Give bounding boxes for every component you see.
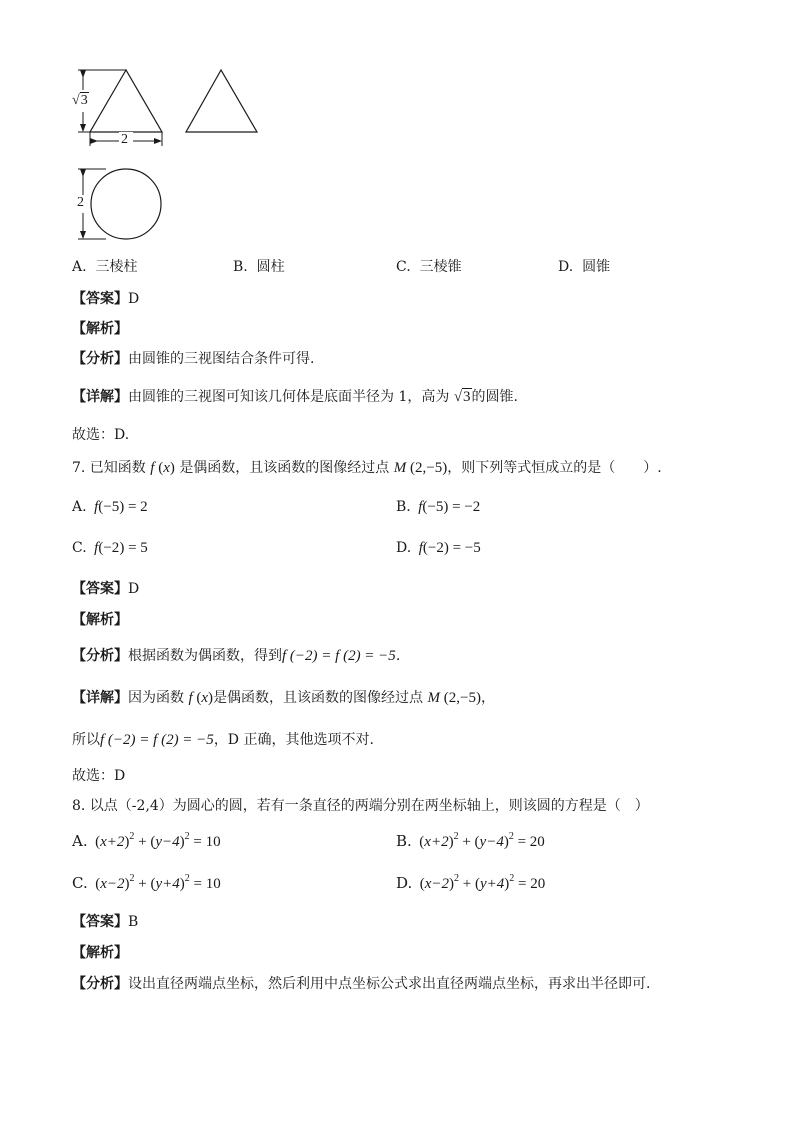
q6-answer: 【答案】D bbox=[72, 291, 140, 307]
q6-option-a: A. 三棱柱 bbox=[72, 259, 138, 275]
side-view-triangle bbox=[186, 70, 257, 132]
q7-option-c: C. f(−2) = 5 bbox=[72, 540, 148, 556]
q6-analysis-tag: 【解析】 bbox=[72, 321, 128, 337]
q6-option-b: B. 圆柱 bbox=[233, 259, 285, 275]
dim-label-height: 2 bbox=[77, 195, 84, 210]
q6-option-d: D. 圆锥 bbox=[558, 259, 611, 275]
q8-fenxi: 【分析】设出直径两端点坐标，然后利用中点坐标公式求出直径两端点坐标，再求出半径即可. bbox=[72, 976, 651, 992]
q8-option-c: C. $(x-2)^2 + (y+4)^2 = 10$ bbox=[72, 873, 221, 892]
q7-choice: 故选：D bbox=[72, 768, 126, 784]
q6-option-c: C. 三棱锥 bbox=[396, 259, 462, 275]
q8-answer: 【答案】B bbox=[72, 914, 139, 930]
q7-option-b: B. f(−5) = −2 bbox=[396, 499, 481, 515]
front-view-triangle bbox=[90, 70, 162, 132]
q7-analysis-tag: 【解析】 bbox=[72, 612, 128, 628]
q7-option-a: A. f(−5) = 2 bbox=[72, 499, 148, 515]
q6-detail: 【详解】由圆锥的三视图可知该几何体是底面半径为 1，高为 √3的圆锥. bbox=[72, 389, 518, 405]
q7-stem: 7. 已知函数 f (x) 是偶函数，且该函数的图像经过点 M (2,−5)，则下列等式恒成立的是（ ）. bbox=[72, 460, 662, 476]
dim-label-sqrt3: √3 bbox=[72, 93, 88, 108]
q7-detail: 【详解】因为函数 f (x)是偶函数，且该函数的图像经过点 M (2,−5)， bbox=[72, 690, 495, 706]
q7-answer: 【答案】D bbox=[72, 581, 140, 597]
q8-option-b: B. $(x+2)^2 + (y-4)^2 = 20$ bbox=[396, 831, 545, 850]
q6-choice: 故选：D. bbox=[72, 427, 130, 443]
dim-label-width: 2 bbox=[121, 132, 128, 147]
q7-option-d: D. f(−2) = −5 bbox=[396, 540, 481, 556]
q8-option-d: D. $(x-2)^2 + (y+4)^2 = 20$ bbox=[396, 873, 546, 892]
q8-option-a: A. $(x+2)^2 + (y-4)^2 = 10$ bbox=[72, 831, 221, 850]
q7-fenxi: 【分析】根据函数为偶函数，得到f (−2) = f (2) = −5. bbox=[72, 648, 401, 664]
q7-therefore: 所以f (−2) = f (2) = −5，D 正确，其他选项不对. bbox=[72, 732, 374, 748]
three-view-figure bbox=[66, 62, 276, 247]
q8-analysis-tag: 【解析】 bbox=[72, 945, 128, 961]
q6-fenxi: 【分析】由圆锥的三视图结合条件可得. bbox=[72, 351, 315, 367]
q8-stem: 8. 以点（-2,4）为圆心的圆，若有一条直径的两端分别在两坐标轴上，则该圆的方程是（ ） bbox=[72, 798, 649, 814]
top-view-circle bbox=[91, 169, 161, 239]
